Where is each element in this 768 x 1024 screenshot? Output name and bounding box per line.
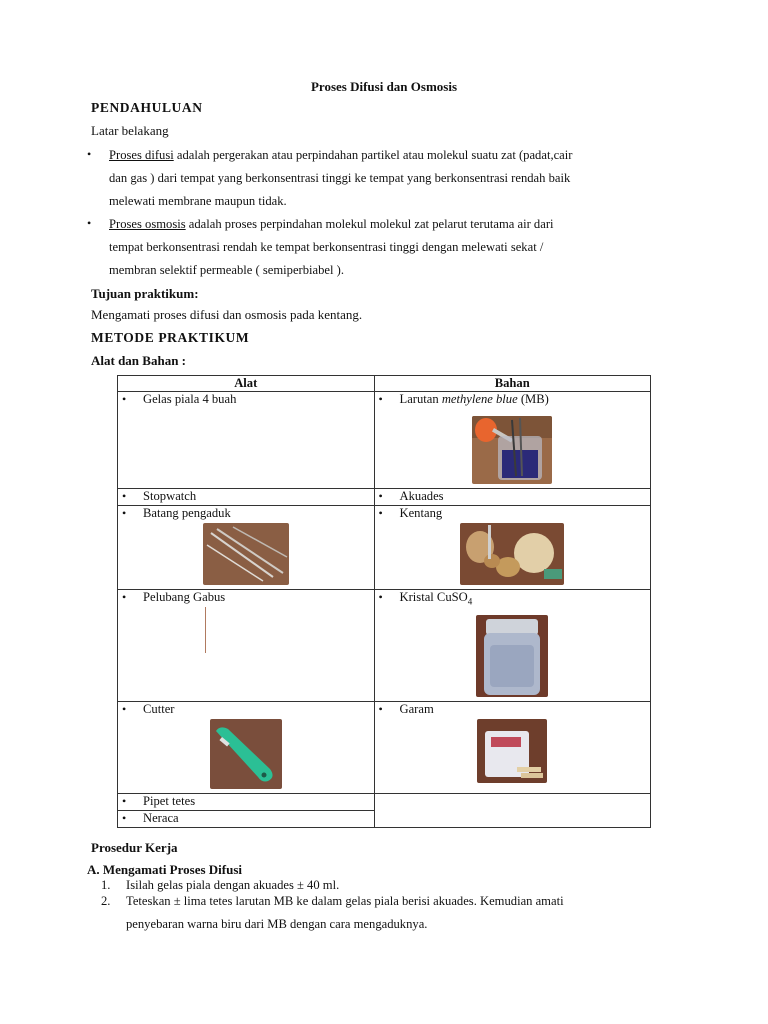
subheading-latar-belakang: Latar belakang — [91, 123, 169, 138]
table-cell — [118, 810, 375, 827]
item-larutan-mb — [375, 392, 651, 407]
item-gelas-piala: • Gelas piala 4 buah — [118, 392, 374, 407]
table-row — [118, 506, 651, 590]
item-akuades: • Akuades — [375, 489, 651, 504]
header-bahan: Bahan — [374, 376, 651, 392]
table-header-row — [118, 376, 651, 392]
item-subscript: 4 — [467, 596, 473, 607]
potato-photo — [460, 523, 564, 585]
step-2-line1: Teteskan ± lima tetes larutan MB ke dalam gelas piala berisi akuades. Kemudian amati — [126, 894, 564, 908]
photo-wrapper — [375, 717, 651, 787]
bullet-icon: • — [87, 216, 92, 230]
step-2-line2: penyebaran warna biru dari MB dengan cara mengaduknya. — [126, 917, 428, 931]
bullet-osmosis-line3: membran selektif permeable ( semiperbiabel ). — [109, 263, 344, 277]
heading-metode: METODE PRAKTIKUM — [91, 330, 250, 345]
item-text: Kristal CuSO — [399, 590, 468, 604]
bullet-osmosis — [109, 213, 669, 282]
photo-wrapper — [375, 610, 651, 701]
photo-wrapper — [375, 521, 651, 589]
item-kristal-cuso4 — [375, 590, 651, 610]
table-cell-empty — [374, 793, 651, 827]
table-cell — [118, 506, 375, 590]
alat-bahan-table — [117, 375, 651, 828]
step-number: 2. — [101, 894, 111, 908]
item-text: (MB) — [517, 392, 549, 406]
item-kentang: • Kentang — [375, 506, 651, 521]
document-title: Proses Difusi dan Osmosis — [310, 79, 458, 94]
step-number: 1. — [101, 878, 111, 892]
table-cell — [374, 701, 651, 793]
heading-pendahuluan: PENDAHULUAN — [91, 100, 203, 115]
table-cell — [118, 590, 375, 702]
cuso4-jar-photo — [476, 615, 548, 697]
tujuan-text: Mengamati proses difusi dan osmosis pada kentang. — [91, 307, 363, 322]
heading-prosedur: Prosedur Kerja — [91, 840, 178, 855]
bullet-icon: • — [87, 147, 92, 161]
item-cutter: • Cutter — [118, 702, 374, 717]
heading-alat-bahan: Alat dan Bahan : — [91, 353, 186, 368]
table-cell — [374, 392, 651, 489]
table-row — [118, 489, 651, 506]
item-garam: • Garam — [375, 702, 651, 717]
table-cell — [118, 701, 375, 793]
step-1: Isilah gelas piala dengan akuades ± 40 ml. — [126, 878, 340, 892]
cork-borer-photo — [205, 607, 206, 653]
term-osmosis: Proses osmosis — [109, 217, 186, 231]
photo-wrapper — [118, 521, 374, 589]
photo-wrapper — [118, 605, 374, 665]
header-alat: Alat — [118, 376, 375, 392]
table-row — [118, 590, 651, 702]
table-row — [118, 793, 651, 810]
table-cell — [118, 489, 375, 506]
table-cell — [374, 590, 651, 702]
heading-section-a: A. Mengamati Proses Difusi — [87, 862, 243, 877]
table-cell — [374, 489, 651, 506]
item-stopwatch: • Stopwatch — [118, 489, 374, 504]
table-cell — [118, 793, 375, 810]
table-cell — [118, 392, 375, 489]
item-text-italic: methylene blue — [441, 392, 518, 406]
item-batang-pengaduk: • Batang pengaduk — [118, 506, 374, 521]
table-row — [118, 392, 651, 489]
photo-wrapper — [118, 717, 374, 793]
item-text: Larutan — [399, 392, 442, 406]
bullet-difusi — [109, 144, 669, 213]
bullet-difusi-line1: adalah pergerakan atau perpindahan partikel atau molekul suatu zat (padat,cair — [173, 148, 573, 162]
bullet-difusi-line2: dan gas ) dari tempat yang berkonsentrasi tinggi ke tempat yang berkonsentrasi rendah baik — [109, 171, 571, 185]
cutter-photo — [210, 719, 282, 789]
bullet-osmosis-line1: adalah proses perpindahan molekul molekul zat pelarut terutama air dari — [185, 217, 554, 231]
salt-photo — [477, 719, 547, 783]
table-cell — [374, 506, 651, 590]
photo-wrapper — [375, 407, 651, 488]
heading-tujuan: Tujuan praktikum: — [91, 286, 199, 301]
item-pelubang-gabus: • Pelubang Gabus — [118, 590, 374, 605]
stirring-rod-photo — [203, 523, 289, 585]
methylene-blue-photo — [472, 416, 552, 484]
bullet-osmosis-line2: tempat berkonsentrasi rendah ke tempat berkonsentrasi tinggi dengan melewati sekat / — [109, 240, 544, 254]
bullet-difusi-line3: melewati membrane maupun tidak. — [109, 194, 287, 208]
table-row — [118, 701, 651, 793]
term-difusi: Proses difusi — [109, 148, 174, 162]
item-neraca: • Neraca — [118, 811, 374, 826]
item-pipet-tetes: • Pipet tetes — [118, 794, 374, 809]
